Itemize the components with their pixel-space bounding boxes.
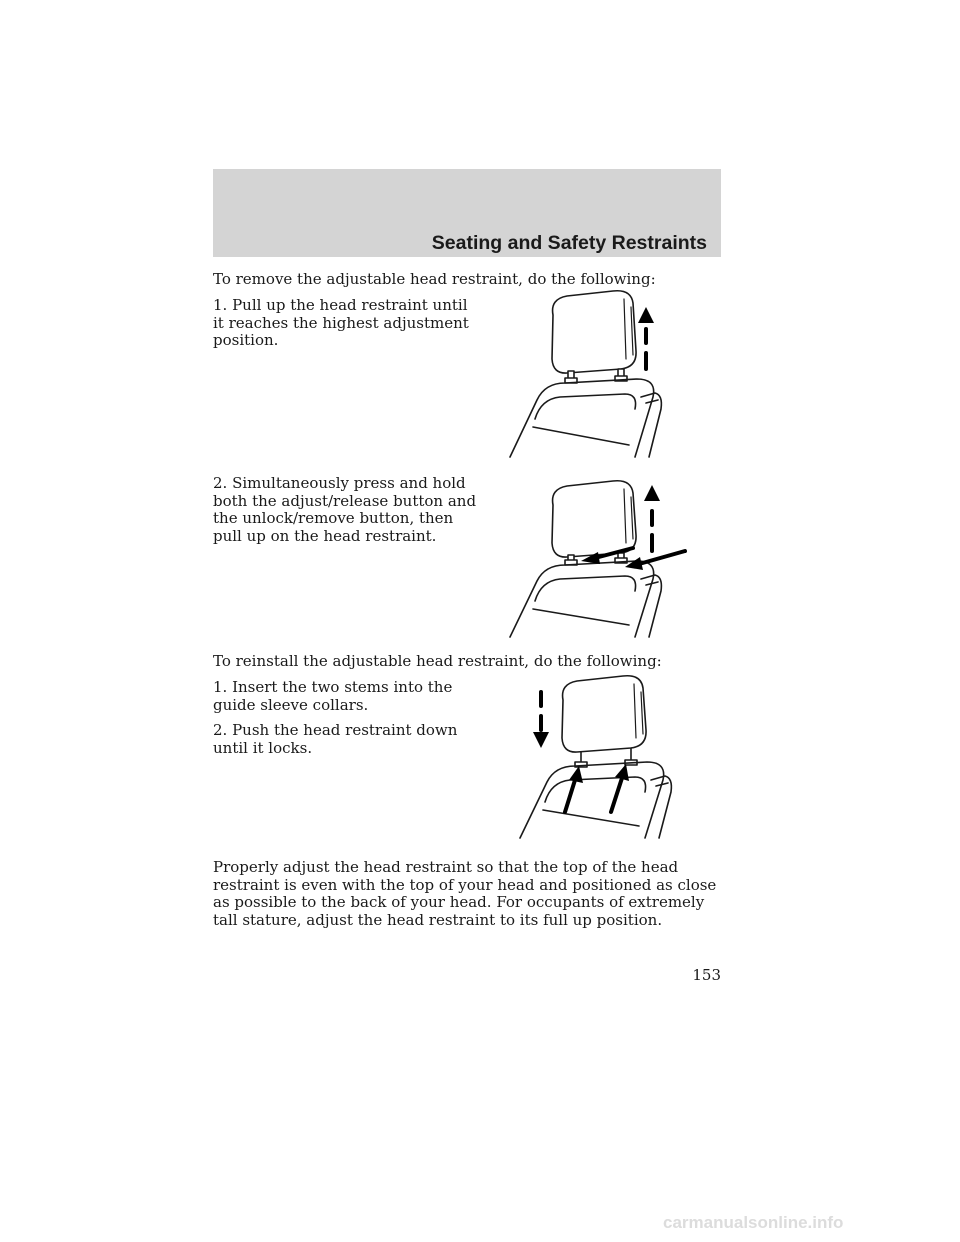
reinstall-step-1: 1. Insert the two stems into the guide sleeve collars.	[213, 678, 453, 714]
removal-step-1: 1. Pull up the head restraint until it reaches the highest adjustment position.	[213, 296, 469, 349]
head-restraint-press-buttons-illustration	[505, 475, 690, 640]
head-restraint-reinstall-illustration	[515, 670, 675, 842]
section-title: Seating and Safety Restraints	[431, 232, 707, 254]
reinstall-step-2: 2. Push the head restraint down until it locks.	[213, 721, 458, 757]
removal-intro: To remove the adjustable head restraint, do the following:	[213, 270, 656, 288]
head-restraint-raised-illustration	[505, 285, 665, 460]
closing-paragraph: Properly adjust the head restraint so that the top of the head restraint is even with the top of your head and positioned as close as possible to the back of your head. For occupants of extremely tall stature, adjust the head restraint to its full up position.	[213, 858, 717, 929]
reinstall-intro: To reinstall the adjustable head restraint, do the following:	[213, 652, 662, 670]
page-number: 153	[692, 966, 721, 984]
section-header	[213, 169, 721, 257]
removal-step-2: 2. Simultaneously press and hold both the adjust/release button and the unlock/remove button, then pull up on the head restraint.	[213, 474, 477, 545]
watermark: carmanualsonline.info	[663, 1213, 844, 1232]
